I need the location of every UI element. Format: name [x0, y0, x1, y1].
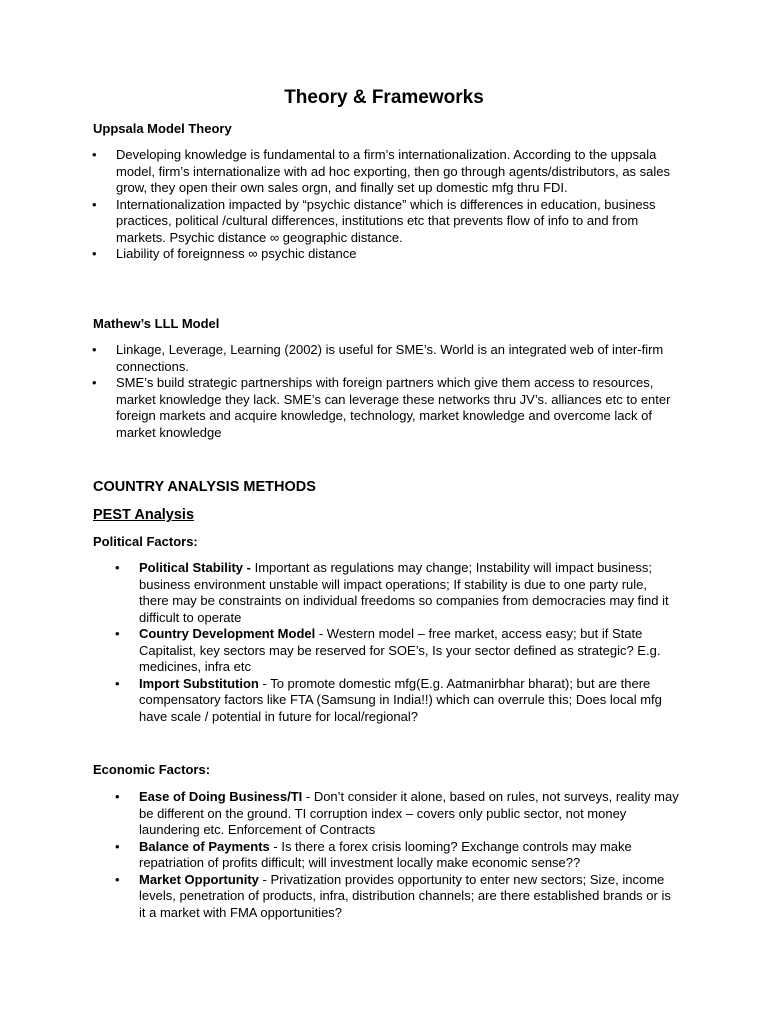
section-heading-uppsala: Uppsala Model Theory [93, 121, 232, 136]
section-heading-country-analysis: COUNTRY ANALYSIS METHODS [93, 479, 316, 495]
section-heading-lll: Mathew’s LLL Model [93, 316, 220, 331]
list-item: • Liability of foreignness ∞ psychic distance [92, 246, 357, 261]
list-item: • Internationalization impacted by “psychic distance” which is differences in education, business practices, political /cultural differences, institutions etc that prevents flow of info to and from markets. Psychic distance ∞ geographic distance. [92, 196, 656, 245]
list-item: • SME’s build strategic partnerships with foreign partners which give them access to resources, market knowledge they lack. SME’s can leverage these networks thru JV’s. alliances etc to enter foreign markets and acquire knowledge, technology, market knowledge and overcome lack of market knowledge [92, 375, 671, 440]
list-item: • Ease of Doing Business/TI - Don’t consider it alone, based on rules, not surveys, reality may be different on the ground. TI corruption index – covers only public sector, not money laundering etc. Enforcement of Contracts [115, 789, 679, 837]
bullet-icon: • [92, 342, 97, 357]
bullet-icon: • [115, 871, 120, 887]
list-item: • Political Stability - Important as regulations may change; Instability will impact business; business environment unstable will impact operations; If stability is due to one party rule, there may be constraints on individual freedoms so companies from democracies may find it difficult to operate [115, 560, 669, 625]
list-item: • Import Substitution - To promote domestic mfg(E.g. Aatmanirbhar bharat); but are there compensatory factors like FTA (Samsung in India!!) which can overrule this; Does local mfg have scale / potential in future for local/regional? [115, 675, 662, 724]
bullet-icon: • [115, 838, 120, 854]
list-item: • Market Opportunity - Privatization provides opportunity to enter new sectors; Size, income levels, penetration of products, infra, distribution channels; are there established brands or is it a market with FMA opportunities? [115, 871, 671, 920]
bullet-icon: • [115, 626, 120, 641]
bullet-icon: • [92, 147, 97, 162]
bullet-icon: • [92, 246, 97, 261]
bullet-icon: • [115, 675, 120, 691]
lll-list [92, 342, 676, 441]
political-list [115, 560, 679, 725]
bullet-icon: • [92, 375, 97, 390]
list-item: • Linkage, Leverage, Learning (2002) is useful for SME’s. World is an integrated web of inter-firm connections. [92, 342, 664, 374]
economic-list [115, 789, 679, 921]
section-heading-political: Political Factors: [93, 534, 198, 549]
uppsala-list [92, 147, 676, 263]
list-item: • Country Development Model - Western model – free market, access easy; but if State Capitalist, key sectors may be reserved for SOE’s, Is your sector defined as strategic? E.g. medicines, infra etc [115, 626, 661, 674]
list-item: • Developing knowledge is fundamental to a firm’s internationalization. According to the uppsala model, firm’s internationalize with ad hoc exporting, then go through agents/distributors, as sales grow, they open their own sales orgn, and finally set up domestic mfg thru FDI. [92, 147, 671, 195]
section-heading-pest: PEST Analysis [93, 507, 195, 523]
list-item: • Balance of Payments - Is there a forex crisis looming? Exchange controls may make repatriation of profits difficult; will investment locally make economic sense?? [115, 838, 632, 870]
bullet-icon: • [92, 196, 97, 212]
bullet-icon: • [115, 789, 120, 804]
section-heading-economic: Economic Factors: [93, 762, 211, 777]
bullet-icon: • [115, 560, 120, 575]
page-title: Theory & Frameworks [284, 87, 484, 108]
